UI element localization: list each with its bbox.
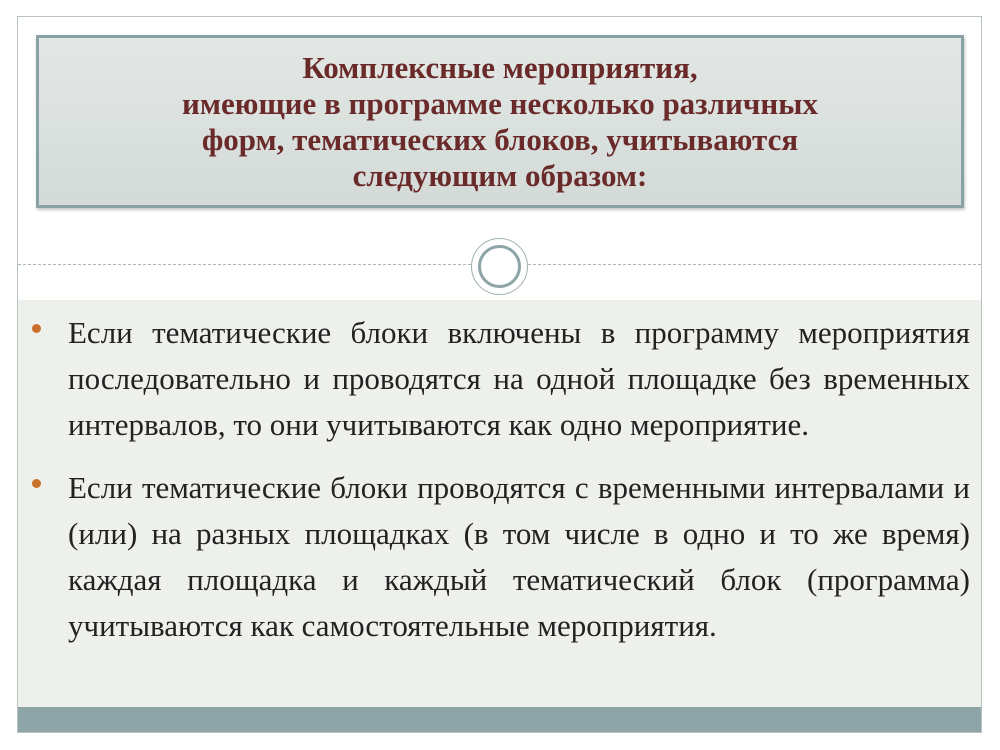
bullet-list xyxy=(30,310,970,666)
circle-ornament-icon xyxy=(471,238,528,295)
bullet-text: Если тематические блоки проводятся с временными интервалами и (или) на разных площадках (в том числе в одно и то же время) каждая площадка и каждый тематический блок (программа) учитываются как самостоятельные мероприятия. xyxy=(68,470,970,643)
bullet-dot-icon xyxy=(32,479,41,488)
slide-title: Комплексные мероприятия, имеющие в программе несколько различных форм, тематических блоков, учитываются следующим образом: xyxy=(182,49,818,193)
bullet-item xyxy=(30,465,970,649)
bullet-dot-icon xyxy=(32,324,41,333)
circle-ornament-inner xyxy=(478,245,521,288)
bottom-band xyxy=(18,707,981,732)
bullet-text: Если тематические блоки включены в программу мероприятия последовательно и проводятся на одной площадке без временных интервалов, то они учитываются как одно мероприятие. xyxy=(68,315,970,442)
title-box xyxy=(36,35,964,208)
bullet-item xyxy=(30,310,970,448)
